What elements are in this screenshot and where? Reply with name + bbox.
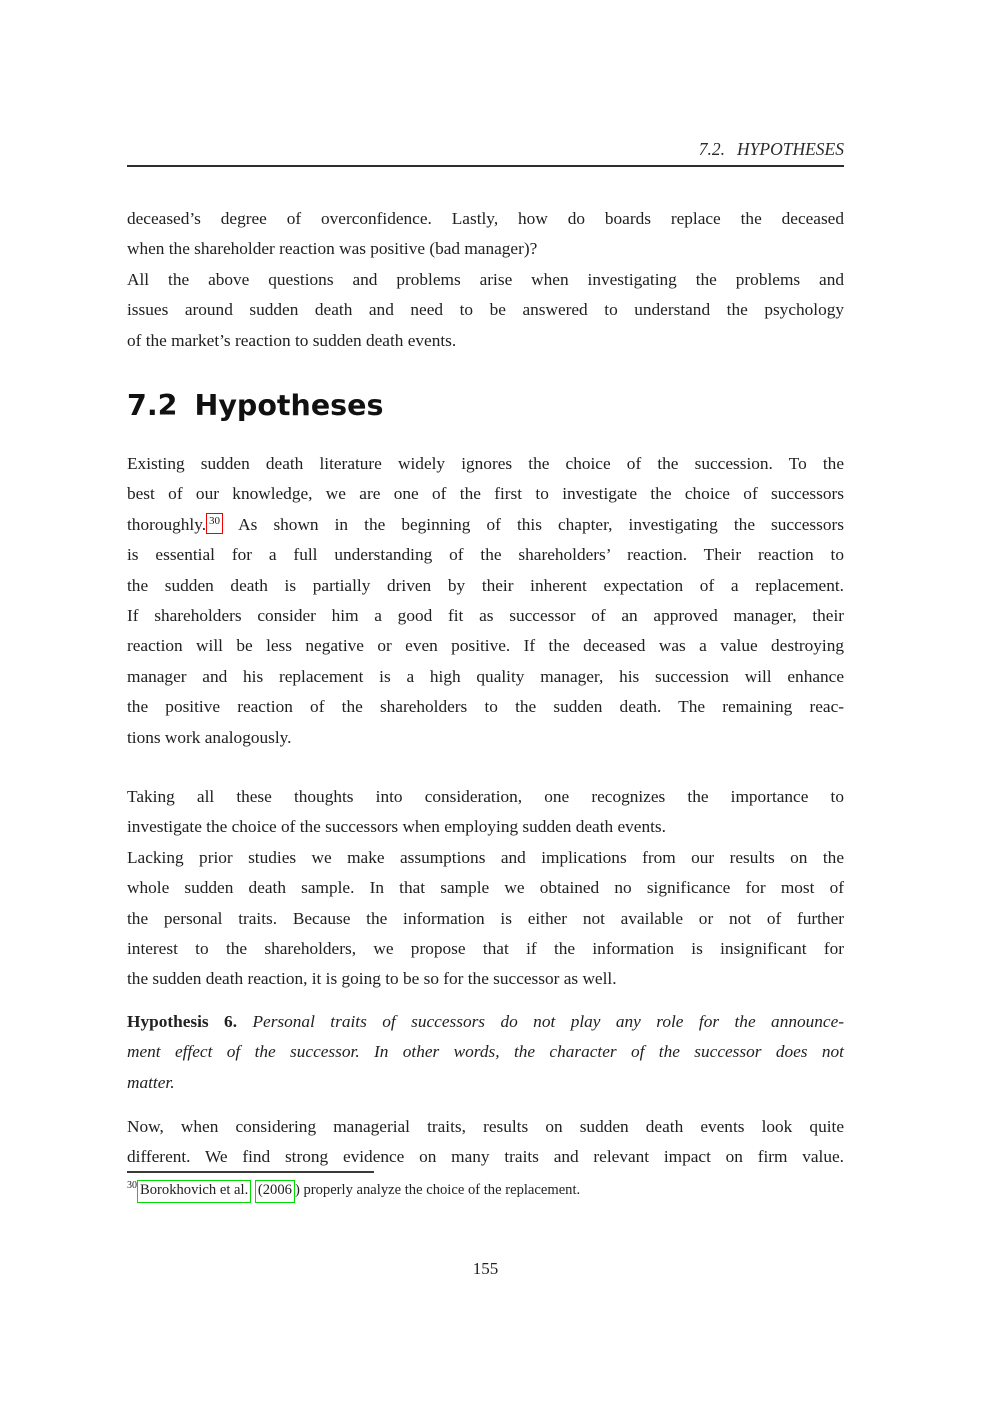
paragraph bbox=[127, 1112, 844, 1173]
text-segment: Personal traits of successors do not play any role for the announce- bbox=[252, 1012, 844, 1031]
page-number: 155 bbox=[472, 1259, 499, 1278]
footnote-ref-link[interactable]: 30 bbox=[206, 513, 223, 534]
text-line: of the market’s reaction to sudden death events. bbox=[127, 330, 457, 350]
text-line: manager and his replacement is a high quality manager, his succession will enhance bbox=[127, 666, 844, 686]
text-line: is essential for a full understanding of the shareholders’ reaction. Their reaction to bbox=[127, 545, 844, 565]
text-line: different. We find strong evidence on many traits and relevant impact on firm value. bbox=[127, 1147, 844, 1167]
text-line: investigate the choice of the successors when employing sudden death events. bbox=[127, 817, 666, 837]
paragraph bbox=[127, 843, 844, 995]
text-line: tions work analogously. bbox=[127, 727, 292, 747]
paragraph bbox=[127, 782, 844, 843]
running-header-section-number: 7.2. bbox=[698, 139, 726, 159]
text-line bbox=[127, 510, 844, 540]
running-header bbox=[127, 138, 844, 160]
section-heading bbox=[127, 389, 844, 423]
text-line: the positive reaction of the shareholders to the sudden death. The remaining reac- bbox=[127, 697, 844, 717]
text-line: best of our knowledge, we are one of the first to investigate the choice of successors bbox=[127, 484, 844, 504]
citation-link-year[interactable]: (2006 bbox=[255, 1180, 295, 1203]
hypothesis-label: Hypothesis 6. bbox=[127, 1012, 238, 1031]
text-line: whole sudden death sample. In that sample we obtained no significance for most of bbox=[127, 878, 844, 898]
text-line: when the shareholder reaction was positive (bad manager)? bbox=[127, 239, 538, 259]
footnote-rule bbox=[127, 1171, 374, 1173]
text-line: the sudden death reaction, it is going to be so for the successor as well. bbox=[127, 969, 617, 989]
text-line: ment effect of the successor. In other words, the character of the successor does not bbox=[127, 1042, 844, 1062]
text-segment: As shown in the beginning of this chapter, investigating the successors bbox=[238, 514, 844, 534]
paragraph bbox=[127, 265, 844, 356]
text-line: the personal traits. Because the information is either not available or not of further bbox=[127, 908, 844, 928]
running-header-section-title: HYPOTHESES bbox=[737, 139, 844, 159]
text-line: the sudden death is partially driven by their inherent expectation of a replacement. bbox=[127, 575, 844, 595]
paragraph bbox=[127, 449, 844, 753]
text-line bbox=[127, 1007, 844, 1037]
paragraph bbox=[127, 204, 844, 265]
citation-link-author[interactable]: Borokhovich et al. bbox=[137, 1180, 251, 1203]
text-line: Taking all these thoughts into consideration, one recognizes the importance to bbox=[127, 787, 844, 806]
header-rule bbox=[127, 165, 844, 167]
footnote bbox=[127, 1177, 844, 1204]
section-number: 7.2 bbox=[127, 389, 178, 422]
text-line: deceased’s degree of overconfidence. Lastly, how do boards replace the deceased bbox=[127, 209, 844, 228]
section-title: Hypotheses bbox=[194, 389, 384, 422]
text-line: reaction will be less negative or even positive. If the deceased was a value destroying bbox=[127, 636, 844, 656]
text-line: matter. bbox=[127, 1072, 175, 1092]
hypothesis-block bbox=[127, 1007, 844, 1098]
text-line: Existing sudden death literature widely ignores the choice of the succession. To the bbox=[127, 454, 844, 473]
footnote-marker: 30 bbox=[127, 1180, 137, 1191]
text-line: Lacking prior studies we make assumptions and implications from our results on the bbox=[127, 847, 844, 867]
footnote-text: ) properly analyze the choice of the replacement. bbox=[294, 1182, 581, 1198]
text-line: All the above questions and problems arise when investigating the problems and bbox=[127, 269, 844, 289]
text-segment: thoroughly. bbox=[127, 514, 207, 534]
text-line: If shareholders consider him a good fit as successor of an approved manager, their bbox=[127, 605, 844, 625]
text-line: Now, when considering managerial traits, results on sudden death events look quite bbox=[127, 1117, 844, 1136]
text-line: interest to the shareholders, we propose that if the information is insignificant for bbox=[127, 938, 844, 958]
text-line: issues around sudden death and need to be answered to understand the psychology bbox=[127, 300, 844, 320]
